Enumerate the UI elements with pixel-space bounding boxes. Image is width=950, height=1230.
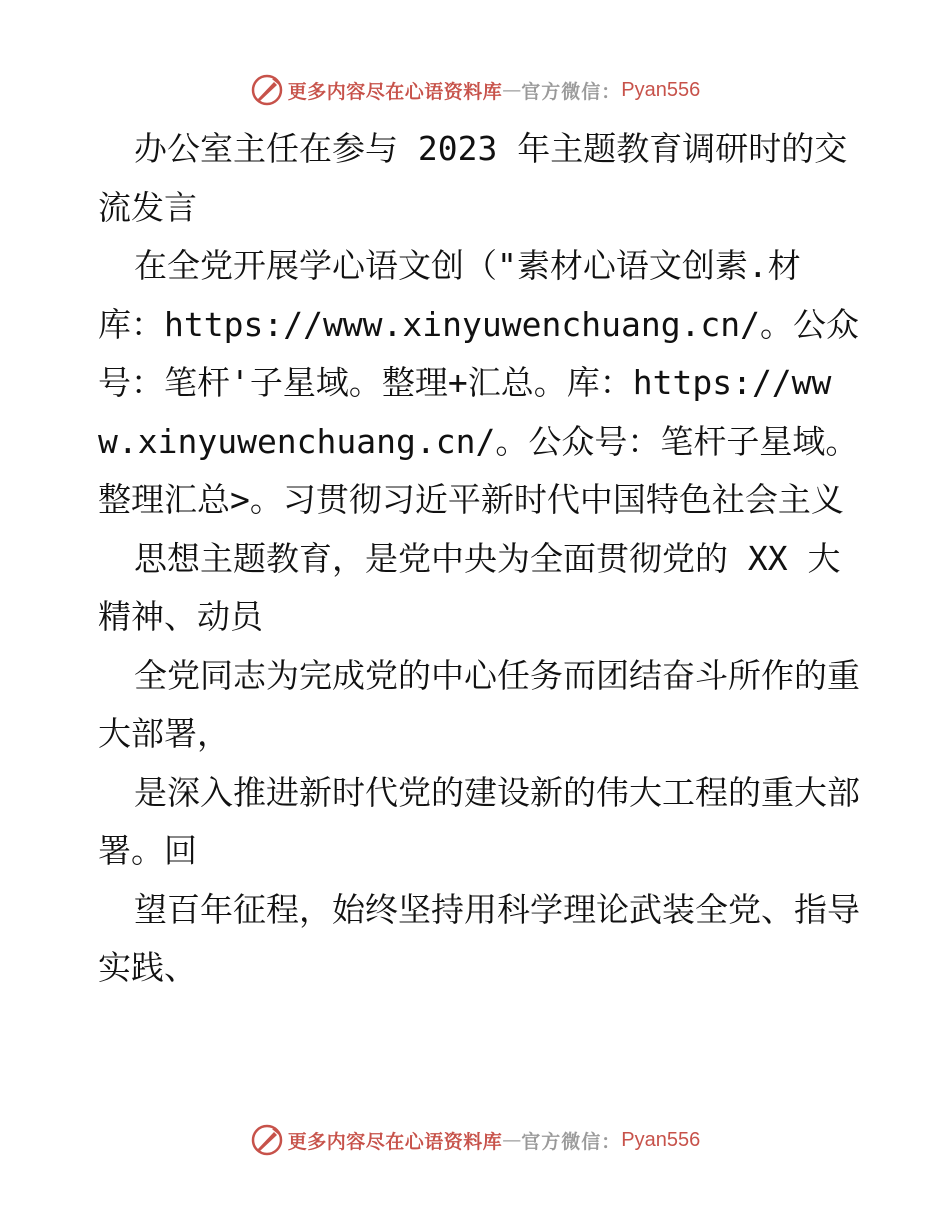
paragraph-2: 思想主题教育，是党中央为全面贯彻党的 XX 大精神、动员	[98, 538, 841, 636]
quill-pen-logo-icon	[250, 1123, 284, 1157]
watermark-sub-text: 官方微信：	[521, 80, 622, 103]
watermark-sub-text: 官方微信：	[521, 1130, 622, 1153]
watermark-main-text: 更多内容尽在心语资料库	[287, 1130, 503, 1153]
quill-pen-logo-icon	[250, 73, 284, 107]
watermark-separator: —	[502, 1129, 522, 1151]
document-body	[98, 120, 860, 998]
footer-watermark	[0, 1120, 950, 1160]
paragraph-5: 望百年征程，始终坚持用科学理论武装全党、指导实践、	[98, 889, 860, 987]
watermark-wechat-id: Pyan556	[621, 1128, 701, 1151]
watermark-wechat-id: Pyan556	[621, 78, 701, 101]
paragraph-4: 是深入推进新时代党的建设新的伟大工程的重大部署。回	[98, 772, 860, 870]
watermark-main-text: 更多内容尽在心语资料库	[287, 80, 503, 103]
paragraph-3: 全党同志为完成党的中心任务而团结奋斗所作的重大部署，	[98, 655, 860, 753]
watermark-separator: —	[502, 79, 522, 101]
paragraph-1: 在全党开展学心语文创（"素材心语文创素.材库：https://www.xinyuwenchuang.cn/。公众号：笔杆'子星域。整理+汇总。库：https://www.xinyuwenchuang.cn/。公众号：笔杆子星域。整理汇总>。习贯彻习近平新时代中国特色社会主义	[98, 246, 860, 519]
header-watermark	[0, 70, 950, 110]
document-title: 办公室主任在参与 2023 年主题教育调研时的交流发言	[98, 129, 848, 227]
